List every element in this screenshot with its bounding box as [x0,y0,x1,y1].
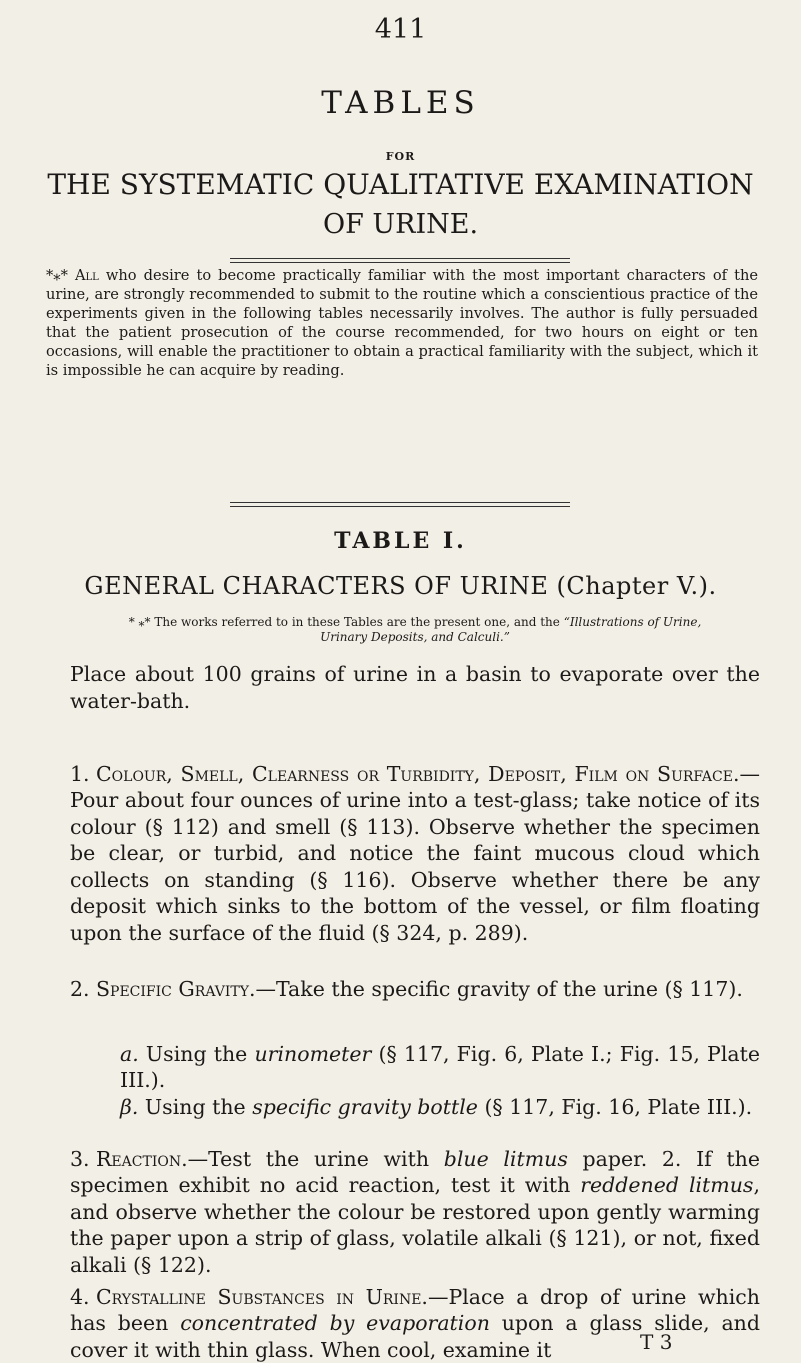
sub-item-text: (§ 117, Fig. 6, Plate I.; Fig. 15, Plate III.). [120,1041,760,1092]
item-text: , and observe whether the colour be restored upon gently warming the paper upon a strip of glass, volatile alkali (§ 121), or not, fixed alkali (§ 122). [70,1173,760,1277]
page-number: 411 [374,14,427,45]
item-text: —Test the urine with [187,1146,444,1171]
title-line-systematic: THE SYSTEMATIC QUALITATIVE EXAMINATION [47,168,754,201]
intro-text: who desire to become practically familiar with the most important characters of the urine, are strongly recommended to submit to the routine which a conscientious practice of the experiments given in the following tables necessarily involves. The author is fully persuaded that the patient prosecution of the course recommended, for two hours on eight or ten occasions, will enable the practitioner to obtain a practical familiarity with the subject, which it is impossible he can acquire by reading. [46,267,758,379]
section-title: GENERAL CHARACTERS OF URINE (Chapter V.). [84,572,717,600]
printer-signature: T 3 [640,1330,673,1354]
list-item [70,976,760,1003]
sub-item-label: β. [120,1094,139,1119]
evaporate-instruction: Place about 100 grains of urine in a basin to evaporate over the water-bath. [70,662,760,713]
item-text: —Place a drop of urine which has been [70,1284,760,1335]
sub-item-italic: urinometer [254,1041,372,1066]
item-italic: reddened litmus [580,1173,754,1197]
list-item [70,1146,760,1279]
item-text: paper. 2. If the specimen exhibit no acid reaction, test it with [70,1146,760,1197]
sub-item [120,1041,760,1094]
table-heading: TABLE I. [334,528,467,554]
item-number: 4. [70,1284,90,1309]
item-number: 1. [70,761,90,786]
sub-item [120,1094,760,1121]
item-number: 2. [70,976,90,1001]
item-heading: Colour, Smell, Clearness or Turbidity, Deposit, Film on Surface. [96,761,740,786]
double-rule-top [230,258,570,263]
sub-item-text: (§ 117, Fig. 16, Plate III.). [477,1094,753,1119]
intro-lead: All [74,267,99,284]
asterism-mark: *⁎* [46,267,68,284]
item-heading: Crystalline Substances in Urine. [96,1284,428,1309]
note-text: The works referred to in these Tables are the present one, and the [150,615,564,629]
item-number: 3. [70,1146,90,1171]
list-item [70,761,760,947]
note-mark: * ⁎* [128,615,151,629]
sub-item-italic: specific gravity bottle [252,1094,478,1119]
title-for: FOR [385,150,416,163]
item-heading: Specific Gravity. [96,976,256,1001]
intro-note [46,266,758,380]
item-heading: Reaction. [96,1146,188,1171]
sub-item-text: Using the [138,1094,253,1119]
double-rule-bottom [230,502,570,507]
note-italic-title: “Illustrations of Urine, Urinary Deposits, and Calculi.” [320,615,702,644]
item-text: —Take the specific gravity of the urine (§ 117). [255,976,743,1001]
main-title: TABLES [321,85,480,121]
title-line-urine: OF URINE. [322,209,479,240]
item-text: upon a glass slide, and cover it with thin glass. When cool, examine it [70,1311,760,1362]
sub-item-text: Using the [138,1041,255,1066]
item-italic: concentrated by evaporation [180,1311,490,1335]
sub-item-label: a. [120,1041,139,1066]
item-italic: blue litmus [443,1146,568,1171]
reference-note [105,615,725,645]
item-text: —Pour about four ounces of urine into a test-glass; take notice of its colour (§ 112) and smell (§ 113). Observe whether the specimen be clear, or turbid, and notice the faint mucous cloud which collects on standing (§ 116). Observe whether there be any deposit which sinks to the bottom of the vessel, or film floating upon the surface of the fluid (§ 324, p. 289). [70,761,760,945]
